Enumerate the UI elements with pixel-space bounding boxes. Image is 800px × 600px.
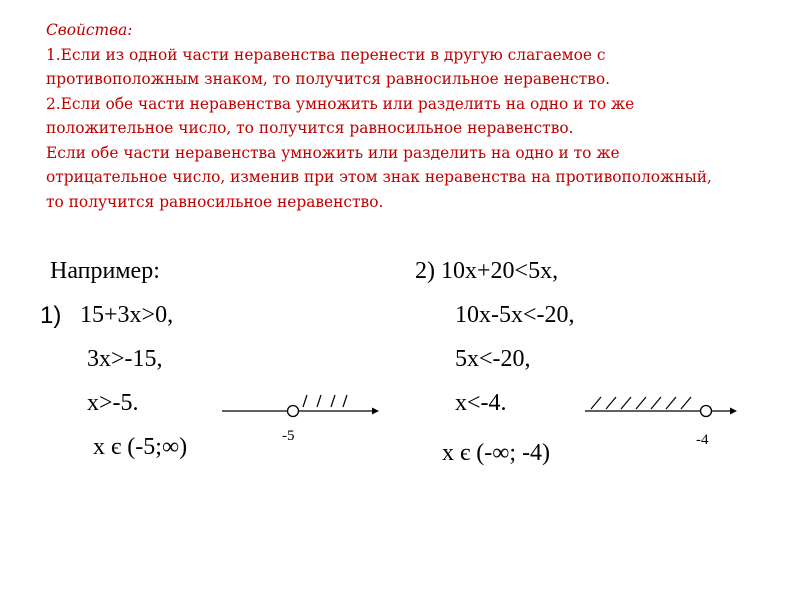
example1-answer: x є (-5;∞): [93, 434, 188, 460]
hatch-8: [636, 397, 646, 409]
example1-step2: 3x>-15,: [87, 346, 163, 372]
hatch-9: [651, 397, 661, 409]
property-line-1: 1.Если из одной части неравенства перенести в другую слагаемое с: [46, 45, 606, 64]
property-line-6: отрицательное число, изменив при этом знак неравенства на противоположный,: [46, 168, 712, 186]
axis-arrow-1: [372, 408, 379, 415]
hatch-6: [606, 397, 616, 409]
hatch-2: [317, 395, 321, 407]
hatch-11: [681, 397, 691, 409]
example1-step1: 15+3x>0,: [80, 302, 174, 328]
property-line-2: противоположным знаком, то получится равносильное неравенство.: [46, 70, 610, 88]
open-point-1: [288, 406, 299, 417]
hatch-10: [666, 397, 676, 409]
property-line-5: Если обе части неравенства умножить или разделить на одно и то же: [46, 143, 620, 162]
hatch-4: [343, 395, 347, 407]
example1-number: 1): [40, 302, 62, 329]
hatch-3: [331, 395, 335, 407]
hatch-7: [621, 397, 631, 409]
open-point-2: [701, 406, 712, 417]
properties-block: [46, 18, 766, 214]
example-heading: Например:: [50, 258, 160, 284]
property-line-3: 2.Если обе части неравенства умножить или разделить на одно и то же: [46, 94, 635, 113]
point-label-1: -5: [282, 428, 295, 444]
property-line-4: положительное число, то получится равносильное неравенство.: [46, 119, 574, 137]
example2-answer: x є (-∞; -4): [442, 440, 551, 466]
axis-arrow-2: [730, 408, 737, 415]
example2-step4: x<-4.: [455, 390, 507, 416]
properties-title: Свойства:: [46, 21, 133, 39]
number-line-2: [585, 393, 745, 423]
example2-step1: 2) 10x+20<5x,: [415, 258, 559, 284]
number-line-1: [222, 393, 392, 423]
example1-step3: x>-5.: [87, 390, 139, 416]
example2-step2: 10x-5x<-20,: [455, 302, 575, 328]
point-label-2: -4: [696, 432, 709, 448]
hatch-1: [303, 395, 307, 407]
hatch-5: [591, 397, 601, 409]
property-line-7: то получится равносильное неравенство.: [46, 192, 384, 211]
example2-step3: 5x<-20,: [455, 346, 531, 372]
